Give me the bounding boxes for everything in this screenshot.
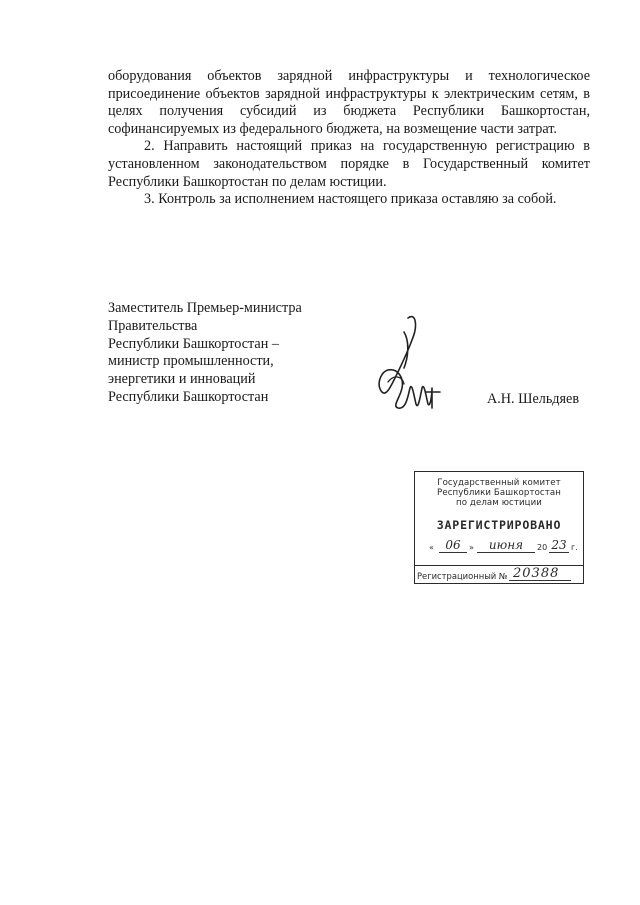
paragraph-registration: 2. Направить настоящий приказ на государственную регистрацию в установленном законодательством порядке в Государственный комитет Республики Башкортостан по делам юстиции. (108, 138, 590, 190)
position-line: Республики Башкортостан – (108, 335, 279, 352)
stamp-date-month: июня (488, 538, 524, 552)
stamp-regnum-value: 20388 (513, 566, 560, 581)
registration-stamp (414, 471, 584, 584)
stamp-date-year: 23 (551, 538, 567, 552)
stamp-date-century: 20 (537, 543, 548, 552)
stamp-header-line: по делам юстиции (456, 498, 542, 509)
order-body-text (108, 68, 590, 209)
stamp-date-close-quote: » (469, 543, 474, 552)
position-line: министр промышленности, (108, 353, 274, 370)
stamp-date-suffix: г. (571, 543, 578, 552)
stamp-date-open-quote: « (429, 543, 434, 552)
regnum-underline (509, 580, 571, 581)
signer-name: А.Н. Шельдяев (487, 391, 580, 407)
paragraph-continuation: оборудования объектов зарядной инфраструктуры и технологическое присоединение объектов зарядной инфраструктуры к электрическим сетям, в целях получения субсидий из бюджета Республики Башкортостан, софинансируемых из федерального бюджета, на возмещение части затрат. (108, 68, 590, 137)
stamp-header-line: Государственный комитет (437, 478, 561, 488)
stamp-regnum-label: Регистрационный № (417, 571, 508, 581)
position-line: Заместитель Премьер-министра (108, 300, 302, 316)
stamp-date (427, 538, 579, 554)
paragraph-control: 3. Контроль за исполнением настоящего приказа оставляю за собой. (144, 191, 557, 208)
stamp-header-line: Республики Башкортостан (437, 488, 561, 499)
stamp-date-day: 06 (445, 538, 461, 552)
day-underline (439, 552, 467, 553)
position-line: Республики Башкортостан (108, 388, 269, 405)
stamp-registration-number (417, 566, 581, 583)
year-underline (549, 552, 569, 553)
stamp-registered-label: ЗАРЕГИСТРИРОВАНО (436, 518, 562, 532)
signatory-position (108, 300, 348, 407)
position-line: Правительства (108, 317, 198, 334)
month-underline (477, 552, 535, 553)
handwritten-signature (368, 312, 458, 417)
position-line: энергетики и инноваций (108, 371, 256, 388)
stamp-header (415, 478, 583, 509)
